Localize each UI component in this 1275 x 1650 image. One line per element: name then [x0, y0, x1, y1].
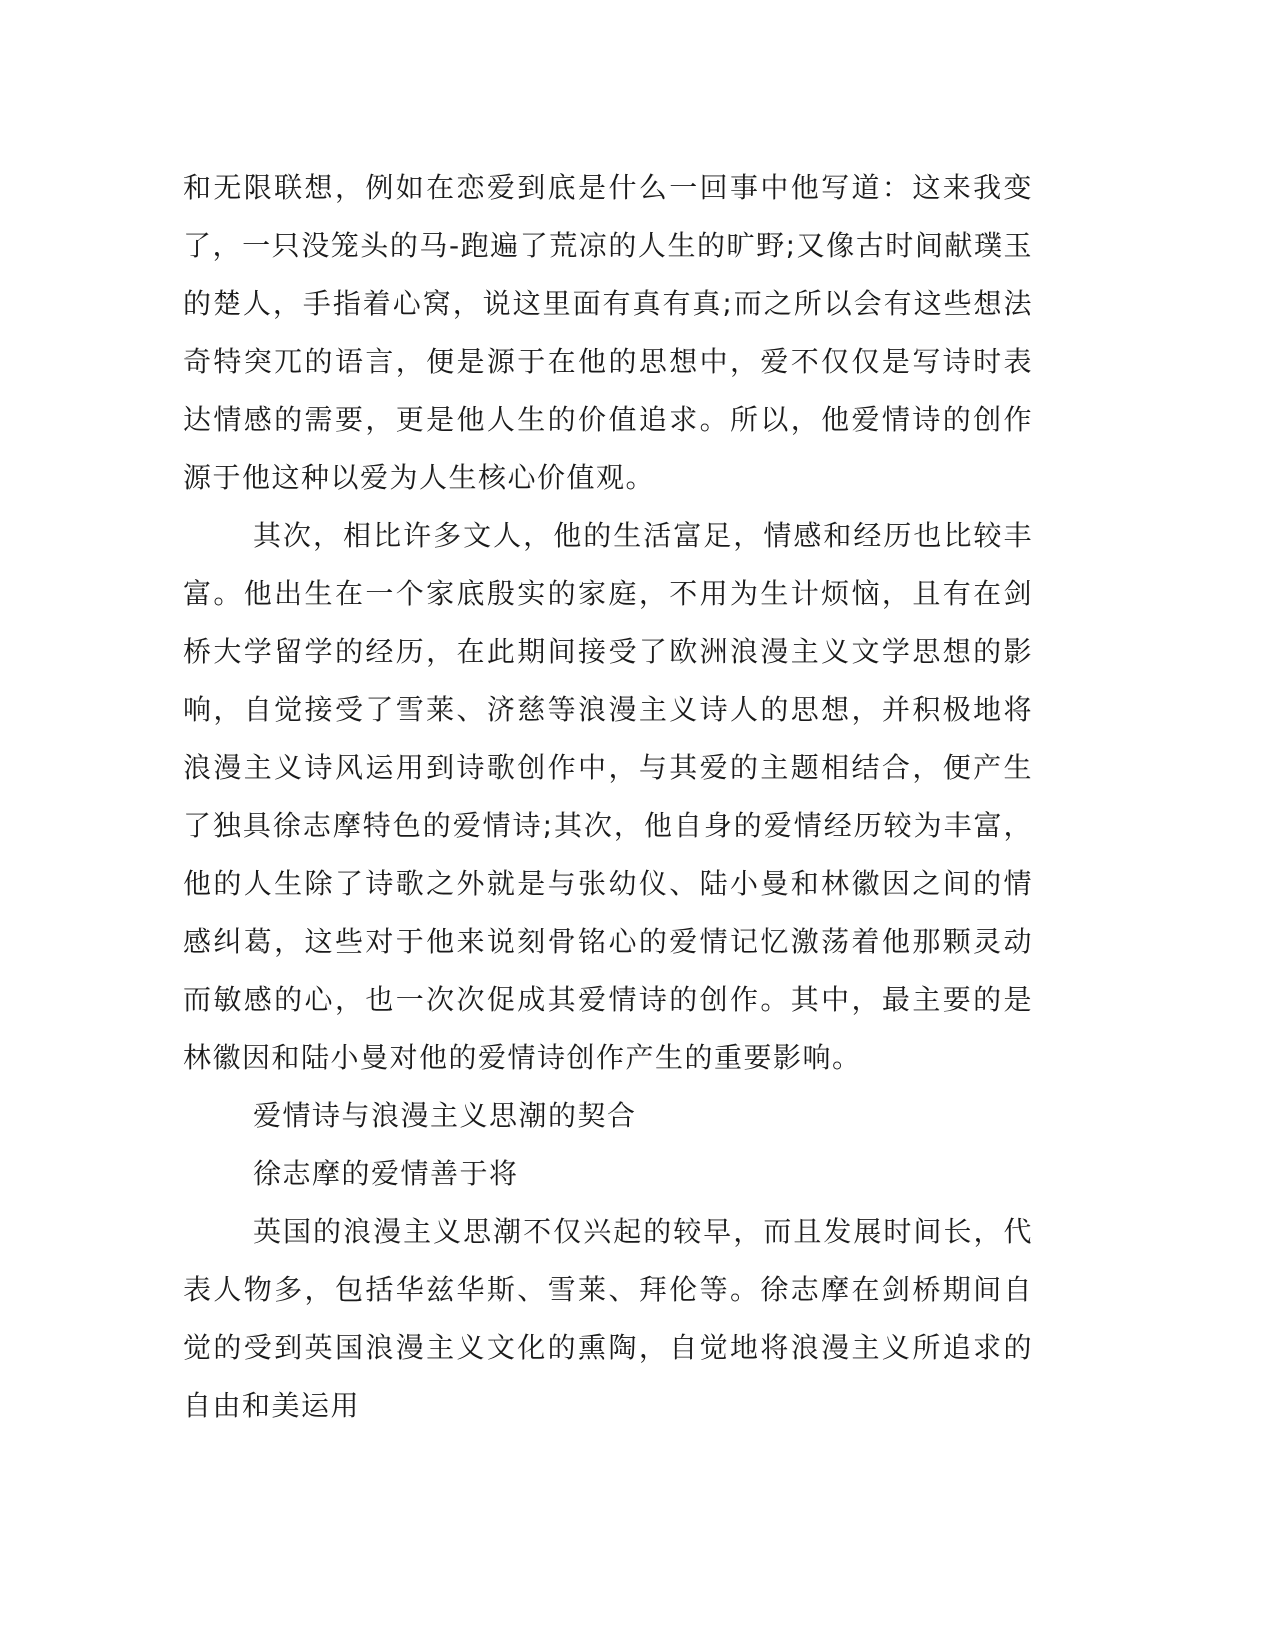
subsection-heading: 徐志摩的爱情善于将 [253, 1157, 519, 1190]
body-text [183, 159, 1033, 1435]
paragraph-continuation: 和无限联想，例如在恋爱到底是什么一回事中他写道：这来我变了，一只没笼头的马-跑遍了荒凉的人生的旷野;又像古时间献璞玉的楚人，手指着心窝，说这里面有真有真;而之所以会有这些想法奇特突兀的语言，便是源于在他的思想中，爱不仅仅是写诗时表达情感的需要，更是他人生的价值追求。所以，他爱情诗的创作源于他这种以爱为人生核心价值观。 [183, 171, 1033, 494]
paragraph-background: 其次，相比许多文人，他的生活富足，情感和经历也比较丰富。他出生在一个家底殷实的家庭，不用为生计烦恼，且有在剑桥大学留学的经历，在此期间接受了欧洲浪漫主义文学思想的影响，自觉接受了雪莱、济慈等浪漫主义诗人的思想，并积极地将浪漫主义诗风运用到诗歌创作中，与其爱的主题相结合，便产生了独具徐志摩特色的爱情诗;其次，他自身的爱情经历较为丰富，他的人生除了诗歌之外就是与张幼仪、陆小曼和林徽因之间的情感纠葛，这些对于他来说刻骨铭心的爱情记忆激荡着他那颗灵动而敏感的心，也一次次促成其爱情诗的创作。其中，最主要的是林徽因和陆小曼对他的爱情诗创作产生的重要影响。 [183, 519, 1033, 1074]
paragraph-romanticism: 英国的浪漫主义思潮不仅兴起的较早，而且发展时间长，代表人物多，包括华兹华斯、雪莱、拜伦等。徐志摩在剑桥期间自觉的受到英国浪漫主义文化的熏陶，自觉地将浪漫主义所追求的自由和美运用 [183, 1215, 1033, 1422]
section-heading: 爱情诗与浪漫主义思潮的契合 [253, 1099, 637, 1132]
